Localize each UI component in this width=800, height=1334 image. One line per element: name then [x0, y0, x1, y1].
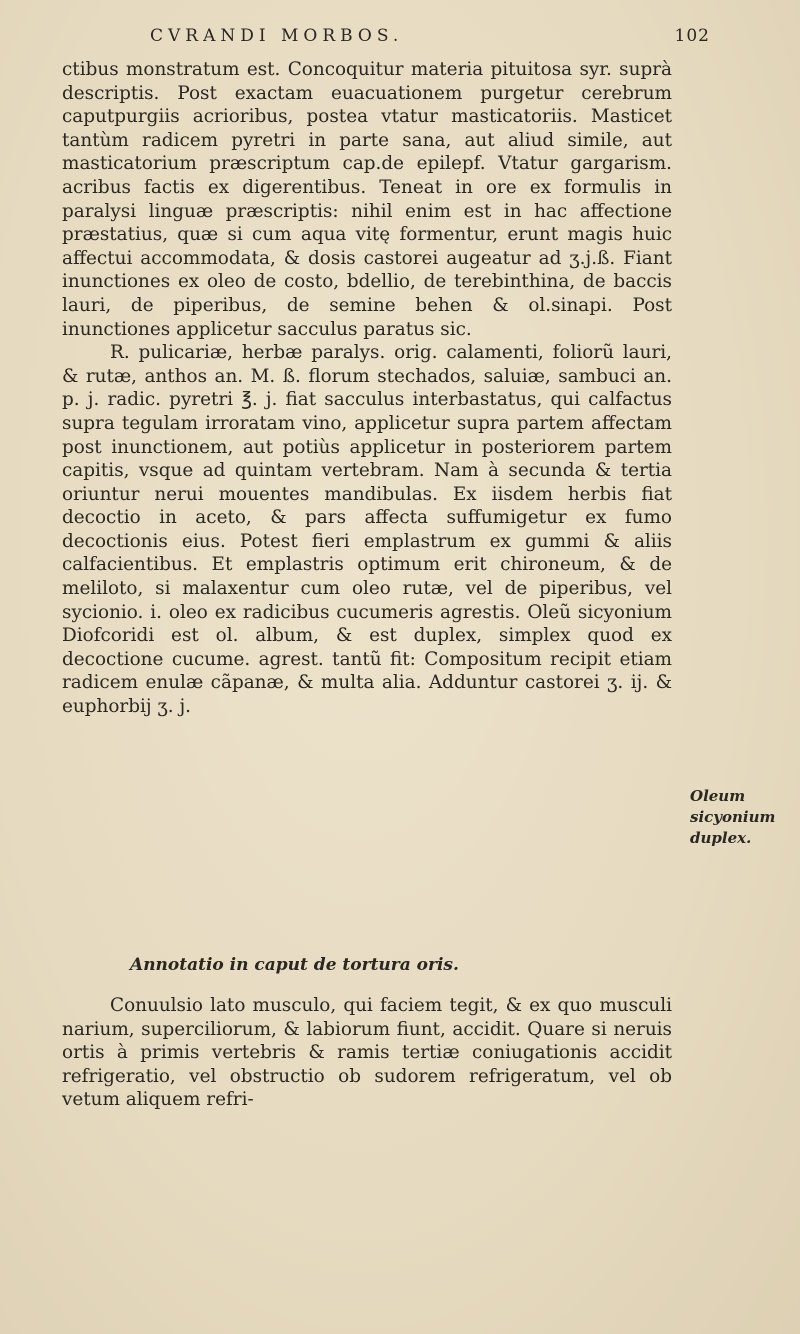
main-text	[62, 58, 672, 719]
running-head	[150, 22, 710, 52]
paragraph: ctibus monstratum est. Concoquitur materia pituitosa syr. suprà descriptis. Post exactam euacuationem purgetur cerebrum caputpurgiis acrioribus, postea vtatur masticatoriis. Masticet tantùm radicem pyretri in parte sana, aut aliud simile, aut masticatorium præscriptum cap.de epilepf. Vtatur gargarism. acribus factis ex digerentibus. Teneat in ore ex formulis in paralysi linguæ præscriptis: nihil enim est in hac affectione præstatius, quæ si cum aqua vitę formentur, erunt magis huic affectui accommodata, & dosis castorei augeatur ad ʒ.j.ß. Fiant inunctiones ex oleo de costo, bdellio, de terebinthina, de baccis lauri, de piperibus, de semine behen & ol.sinapi. Post inunctiones applicetur sacculus paratus sic.	[62, 59, 672, 340]
section-heading: Annotatio in caput de tortura oris.	[130, 955, 459, 975]
section-text	[62, 994, 672, 1112]
page-number: 102	[674, 26, 710, 46]
section-paragraph: Conuulsio lato musculo, qui faciem tegit, & ex quo musculi narium, superciliorum, & labiorum fiunt, accidit. Quare si neruis ortis à primis vertebris & ramis tertiæ coniugationis accidit refrigeratio, vel obstructio ob sudorem refrigeratum, vel ob vetum aliquem refri-	[62, 995, 672, 1111]
marginal-note: Oleum sicyonium duplex.	[690, 787, 776, 847]
recipe-paragraph: R. pulicariæ, herbæ paralys. orig. calamenti, foliorũ lauri, & rutæ, anthos an. M. ß. florum stechados, saluiæ, sambuci an. p. j. radic. pyretri ℥. j. fiat sacculus interbastatus, qui calfactus supra tegulam irroratam vino, applicetur supra partem affectam post inunctionem, aut potiùs applicetur in posteriorem partem capitis, vsque ad quintam vertebram. Nam à secunda & tertia oriuntur nerui mouentes mandibulas. Ex iisdem herbis fiat decoctio in aceto, & pars affecta suffumigetur ex fumo decoctionis eius. Potest fieri emplastrum ex gummi & aliis calfacientibus. Et emplastris optimum erit chironeum, & de meliloto, si malaxentur cum oleo rutæ, vel de piperibus, vel sycionio. i. oleo ex radicibus cucumeris agrestis. Oleũ sicyonium Diofcoridi est ol. album, & est duplex, simplex quod ex decoctione cucume. agrest. tantũ fit: Compositum recipit etiam radicem enulæ cãpanæ, & multa alia. Adduntur castorei ʒ. ij. & euphorbij ʒ. j.	[62, 342, 672, 718]
running-title: CVRANDI MORBOS.	[150, 26, 404, 46]
